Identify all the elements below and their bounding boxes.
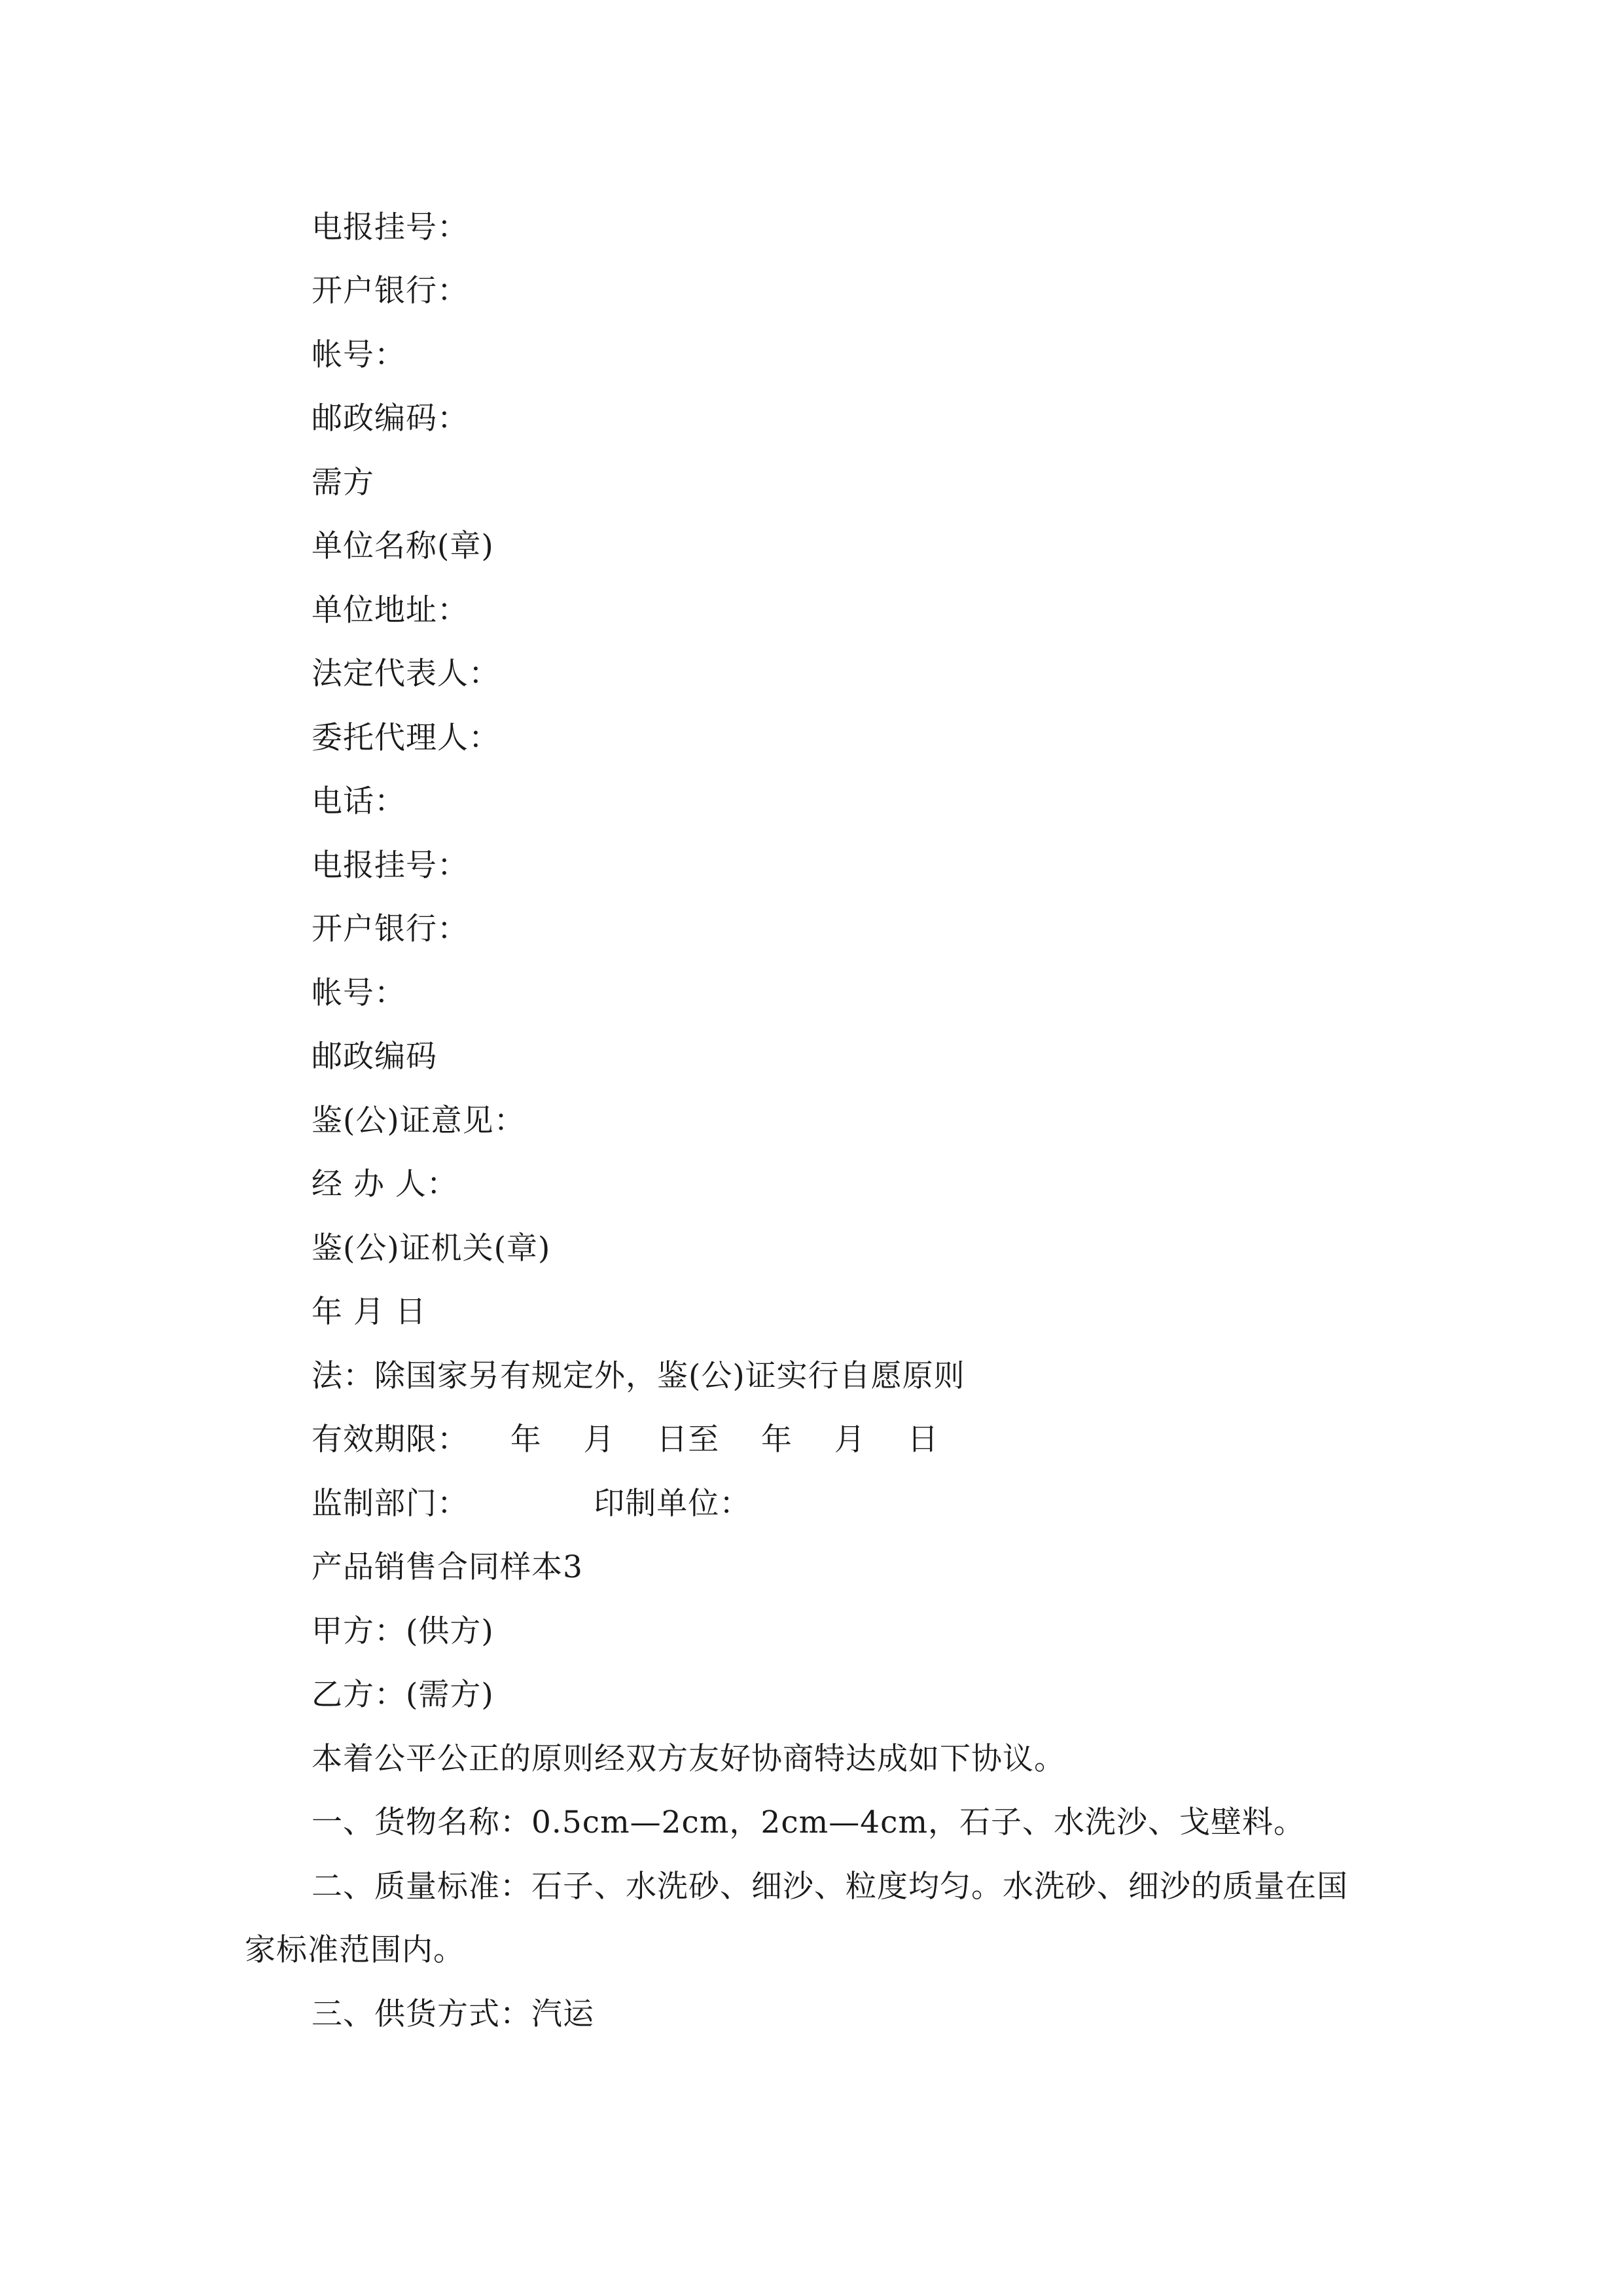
notary-opinion-label: 鉴(公)证意见： (312, 1103, 526, 1139)
buyer-unit-name-label: 单位名称(章) (312, 528, 494, 564)
notary-note: 法：除国家另有规定外，鉴(公)证实行自愿原则 (312, 1358, 965, 1394)
supervision-line: 监制部门： 印制单位： (312, 1486, 751, 1522)
buyer-bank-label: 开户银行： (312, 911, 469, 947)
buyer-agent-label: 委托代理人： (312, 720, 500, 756)
party-a-label: 甲方：(供方) (312, 1613, 494, 1649)
clause-quality-line1: 二、质量标准：石子、水洗砂、细沙、粒度均匀。水洗砂、细沙的质量在国 (312, 1869, 1348, 1905)
clause-goods-name: 一、货物名称：0.5cm—2cm，2cm—4cm，石子、水洗沙、戈壁料。 (312, 1804, 1306, 1840)
clause-quality-line2: 家标准范围内。 (245, 1932, 465, 1968)
supplier-bank-label: 开户银行： (312, 273, 469, 309)
buyer-telegraph-label: 电报挂号： (312, 848, 469, 884)
buyer-legal-rep-label: 法定代表人： (312, 656, 500, 692)
preamble-paragraph: 本着公平公正的原则经双方友好协商特达成如下协议。 (312, 1741, 1065, 1777)
buyer-phone-label: 电话： (312, 783, 406, 819)
supplier-telegraph-label: 电报挂号： (312, 209, 469, 245)
supplier-account-label: 帐号： (312, 337, 406, 373)
notary-handler-label: 经 办 人： (312, 1166, 458, 1202)
supplier-postcode-label: 邮政编码： (312, 401, 469, 437)
notary-authority-label: 鉴(公)证机关(章) (312, 1230, 551, 1266)
notary-date-label: 年 月 日 (312, 1294, 427, 1330)
party-b-label: 乙方：(需方) (312, 1677, 494, 1713)
buyer-unit-address-label: 单位地址： (312, 592, 469, 628)
buyer-heading: 需方 (312, 465, 374, 501)
clause-supply-method: 三、供货方式：汽运 (312, 1996, 594, 2032)
validity-period-line: 有效期限： 年 月 日至 年 月 日 (312, 1422, 939, 1458)
buyer-postcode-label: 邮政编码 (312, 1039, 437, 1075)
contract-title: 产品销售合同样本3 (312, 1549, 583, 1585)
buyer-account-label: 帐号： (312, 975, 406, 1011)
